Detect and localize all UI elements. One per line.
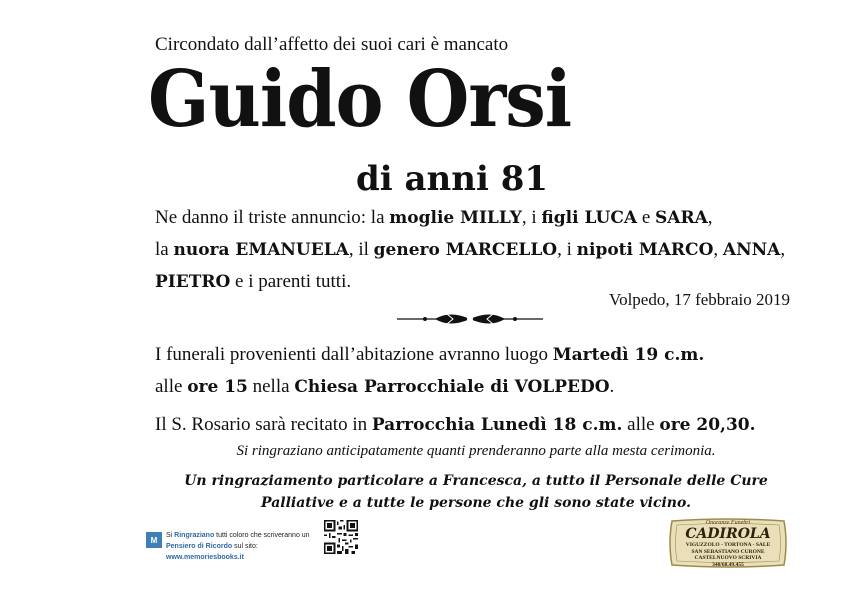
stamp-phone: 340/68.49.455 (712, 561, 744, 568)
funeral-line-1 (155, 345, 704, 364)
thanks-special (0, 470, 842, 514)
announcement-line-2 (155, 240, 785, 259)
text-span: I funerali provenienti dall’abitazione avranno luogo (155, 344, 553, 365)
stamp-name: CADIROLA (685, 526, 771, 542)
text-span: , (780, 239, 786, 260)
relative-son-in-law: genero MARCELLO (373, 240, 558, 260)
relative-daughter-in-law: nuora EMANUELA (173, 240, 349, 260)
text-span: Si (166, 532, 175, 539)
text-span: alle (155, 376, 188, 397)
deceased-age: di anni 81 (356, 159, 549, 199)
text-span: Il S. Rosario sarà recitato in (155, 414, 372, 435)
stamp-line-2: SAN SEBASTIANO CURONE (691, 548, 765, 555)
relative-grandchild: PIETRO (155, 272, 231, 292)
memoriesbooks-link[interactable]: www.memoriesbooks.it (166, 554, 244, 561)
text-span: , i (557, 239, 577, 260)
memoriesbooks-logo-icon: M (146, 532, 162, 548)
relative-wife: moglie MILLY (389, 208, 522, 228)
announcement-line-3 (155, 272, 351, 291)
text-span: , il (348, 239, 374, 260)
announcement-line-1 (155, 208, 713, 227)
rosary-date: Parrocchia Lunedì 18 c.m. (371, 415, 623, 435)
relative-daughter: SARA (655, 208, 708, 228)
text-span: Ringraziano (174, 532, 215, 539)
stamp-subtitle: Onoranze Funebri (705, 520, 751, 526)
intro-text: Circondato dall’affetto dei suoi cari è mancato (155, 34, 509, 55)
stamp-line-3: CASTELNUOVO SCRIVIA (694, 555, 762, 561)
text-span: la (155, 239, 174, 260)
text-span: . (609, 376, 615, 397)
text-span: e (637, 207, 655, 228)
text-span: alle (622, 414, 660, 435)
qr-code-icon[interactable] (324, 520, 358, 554)
rosary-line (155, 415, 756, 434)
text-span: Pensiero di Ricordo (166, 543, 233, 550)
text-span: , (713, 239, 723, 260)
text-span: tutti coloro che scriveranno un (214, 532, 310, 539)
text-span: e i parenti tutti. (230, 271, 352, 292)
ornament-divider-icon (395, 308, 545, 330)
relative-son: figli LUCA (541, 208, 638, 228)
text-span: , (707, 207, 713, 228)
thanks-general: Si ringraziano anticipatamente quanti prenderanno parte alla mesta cerimonia. (236, 443, 716, 459)
relative-grandchild: ANNA (722, 240, 781, 260)
memoriesbooks-note (166, 530, 326, 563)
funeral-time: ore 15 (187, 377, 248, 397)
text-span: , i (521, 207, 542, 228)
funeral-date: Martedì 19 c.m. (552, 345, 705, 365)
funeral-church: Chiesa Parrocchiale di VOLPEDO (294, 377, 610, 397)
deceased-name: Guido Orsi (148, 52, 572, 145)
thanks-special-line-2: Palliative e a tutte le persone che gli sono state vicino. (261, 495, 691, 511)
funeral-line-2 (155, 377, 614, 396)
place-and-date: Volpedo, 17 febbraio 2019 (609, 290, 790, 309)
stamp-line-1: VIGUZZOLO - TORTONA - SALE (685, 542, 771, 548)
thanks-special-line-1: Un ringraziamento particolare a Francesca, a tutto il Personale delle Cure (184, 473, 768, 489)
relative-grandchild: nipoti MARCO (576, 240, 714, 260)
rosary-time: ore 20,30. (659, 415, 756, 435)
stamp-text (668, 520, 788, 568)
text-span: nella (247, 376, 295, 397)
text-span: sul sito: (232, 543, 258, 550)
text-span: Ne danno il triste annuncio: la (155, 207, 390, 228)
